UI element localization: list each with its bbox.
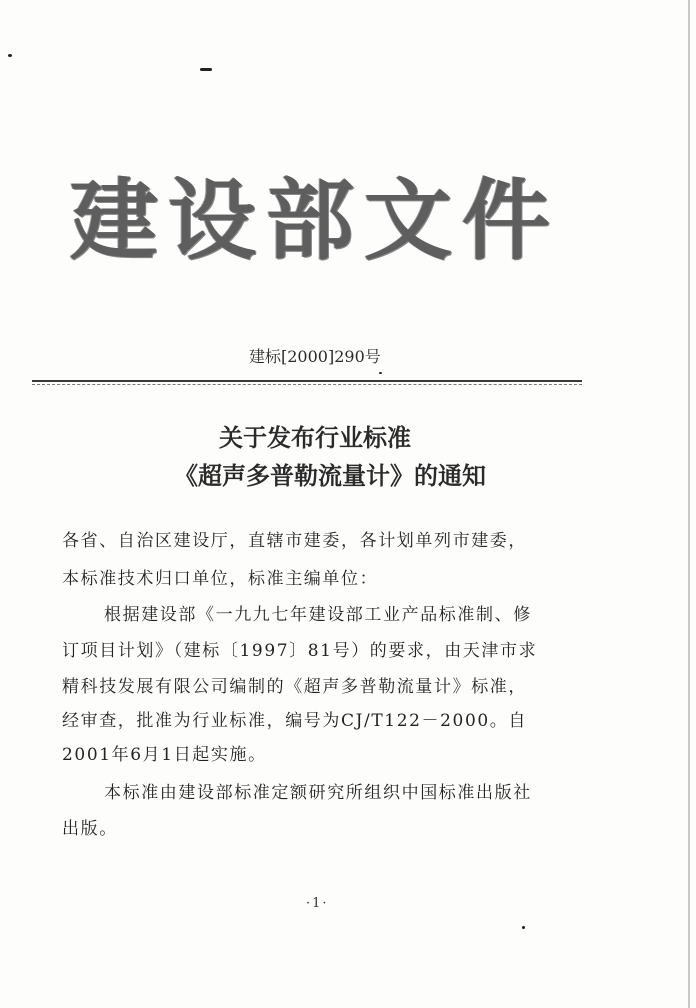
paragraph-1-line-2: 订项目计划》（建标〔1997〕81号）的要求，由天津市求 bbox=[62, 641, 538, 661]
address-line-1: 各省、自治区建设厅，直辖市建委，各计划单列市建委， bbox=[62, 531, 527, 551]
address-line-2: 本标准技术归口单位，标准主编单位： bbox=[62, 569, 379, 589]
paragraph-1-line-5: 2001年6月1日起实施。 bbox=[62, 745, 267, 765]
scan-edge-line bbox=[688, 0, 690, 1008]
paragraph-2-line-2: 出版。 bbox=[62, 819, 118, 839]
header-divider-secondary bbox=[32, 384, 582, 385]
notice-title-line-2: 《超声多普勒流量计》的通知 bbox=[174, 461, 486, 490]
paragraph-1-line-3: 精科技发展有限公司编制的《超声多普勒流量计》标准， bbox=[62, 677, 527, 697]
masthead-title: 建设部文件 bbox=[70, 168, 561, 272]
scan-speck bbox=[8, 54, 12, 57]
page-number: ·1· bbox=[306, 896, 329, 911]
paragraph-1-line-1: 根据建设部《一九九七年建设部工业产品标准制、修 bbox=[104, 605, 532, 625]
scan-speck bbox=[522, 926, 525, 929]
document-number: 建标[2000]290号 bbox=[249, 347, 381, 366]
scan-speck bbox=[379, 372, 382, 374]
paragraph-2-line-1: 本标准由建设部标准定额研究所组织中国标准出版社 bbox=[104, 783, 532, 803]
paragraph-1-line-4: 经审查，批准为行业标准，编号为CJ/T122－2000。自 bbox=[62, 711, 527, 731]
scan-speck bbox=[200, 68, 212, 71]
notice-title-line-1: 关于发布行业标准 bbox=[219, 423, 411, 452]
header-divider bbox=[32, 380, 582, 382]
